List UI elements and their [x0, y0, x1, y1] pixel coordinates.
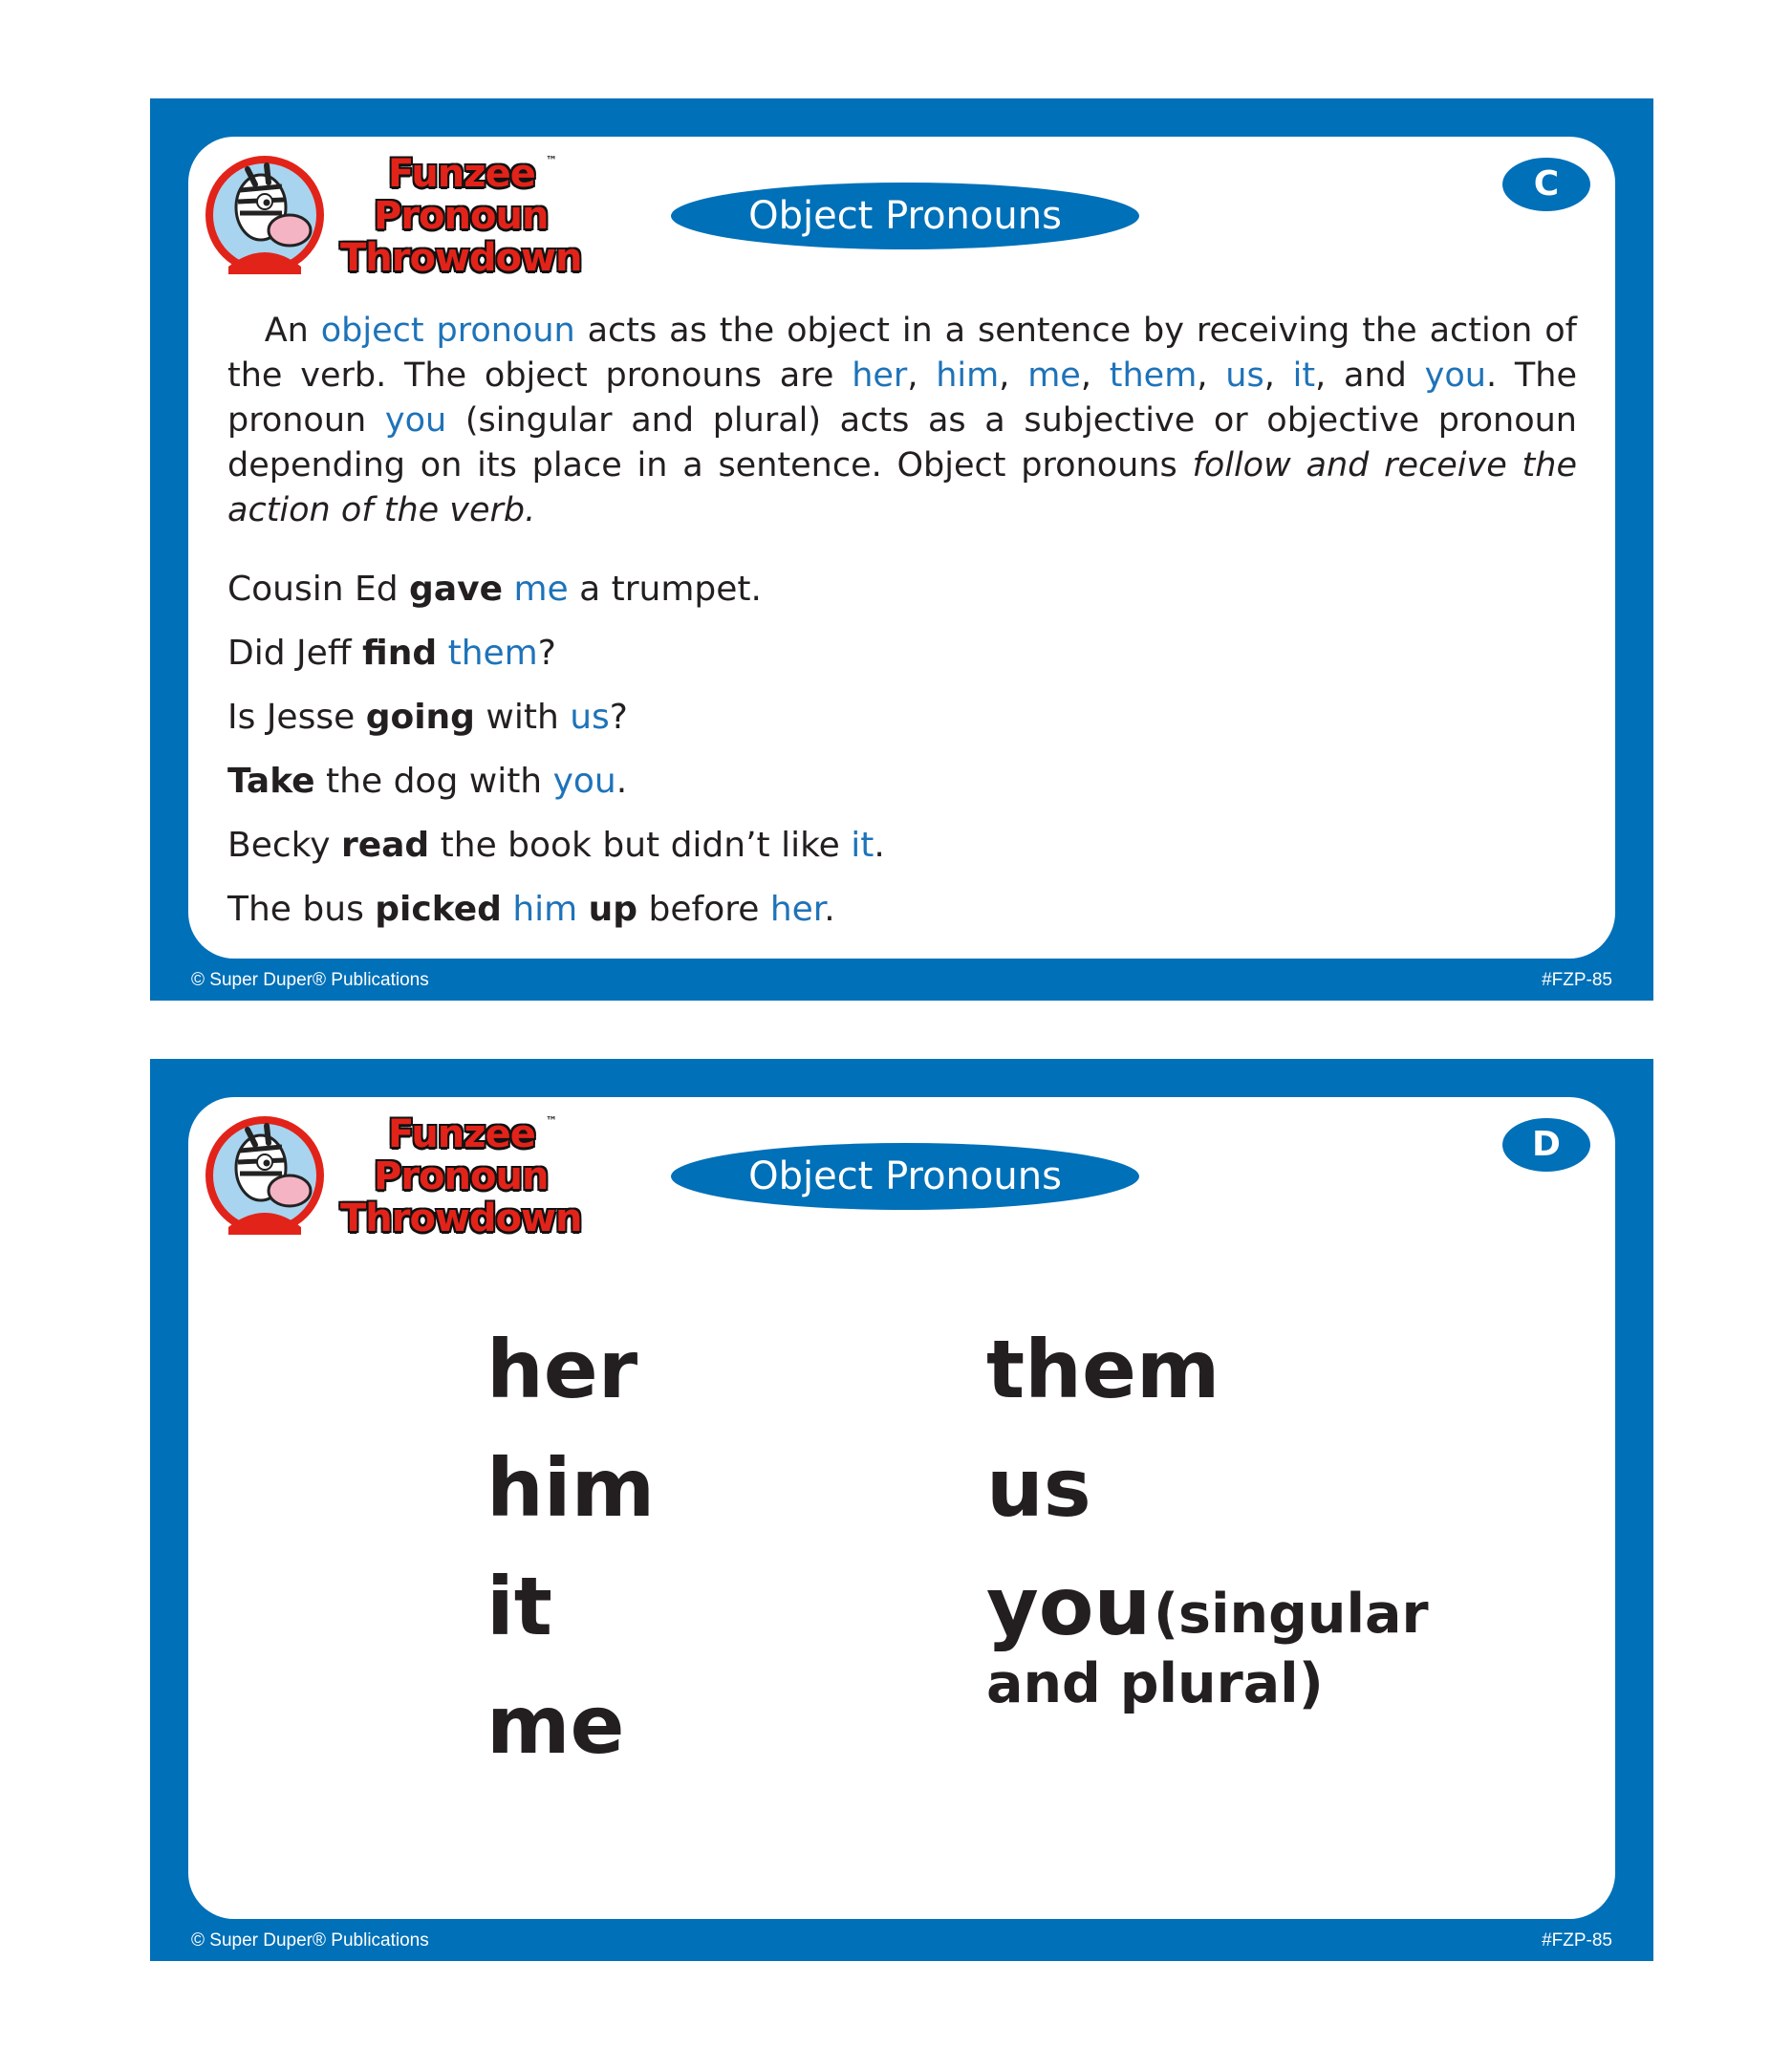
pronoun-highlight: him	[936, 356, 1000, 395]
ex-text: the dog with	[314, 762, 553, 801]
pronoun-highlight: me	[513, 570, 569, 609]
pronoun-word: him	[486, 1441, 656, 1535]
definition-paragraph	[227, 309, 1577, 533]
ex-text: .	[824, 890, 835, 929]
example-sentence	[227, 567, 885, 631]
pronoun-word: me	[486, 1678, 625, 1772]
comma: ,	[1080, 356, 1110, 395]
logo-line-3: Throwdown	[340, 236, 582, 280]
term-highlight: object pronoun	[320, 312, 575, 350]
pronoun-word: her	[486, 1323, 638, 1416]
ex-text	[502, 890, 512, 929]
card-c-body	[188, 137, 1615, 959]
ex-text: The bus	[227, 890, 376, 929]
logo-line-2: Pronoun	[374, 1154, 549, 1198]
pronoun-highlight: you	[552, 762, 616, 801]
example-sentence	[227, 695, 885, 759]
comma: ,	[1197, 356, 1226, 395]
pronoun-highlight: you	[384, 401, 447, 440]
product-code-footer: #FZP-85	[1542, 970, 1612, 990]
comma: ,	[1263, 356, 1293, 395]
conjunction: , and	[1315, 356, 1425, 395]
ex-text: ?	[537, 634, 556, 673]
desc-text: (singular and plural) acts as a subjective or objective pronoun depending on its place in a sentence. Object pronouns	[227, 401, 1577, 485]
pronoun-highlight: you	[1424, 356, 1486, 395]
desc-text: . The pronoun	[227, 356, 1577, 440]
example-sentence	[227, 823, 885, 887]
card-letter-badge: C	[1502, 158, 1590, 211]
ex-text	[577, 890, 588, 929]
verb-bold: find	[362, 634, 438, 673]
pronoun-highlight: her	[769, 890, 825, 929]
ex-text: .	[615, 762, 628, 801]
ex-text: Cousin Ed	[227, 570, 410, 609]
card-letter-badge: D	[1502, 1118, 1590, 1172]
verb-bold: gave	[409, 570, 503, 609]
logo-line-1: Funzee	[388, 1112, 535, 1156]
copyright-footer: © Super Duper® Publications	[191, 1930, 429, 1951]
desc-italic: follow and receive the action of the verb.	[227, 446, 1577, 529]
zebra-mascot-icon	[202, 152, 335, 286]
pronoun-note: (singular	[1154, 1583, 1429, 1646]
pronoun-note: and plural)	[986, 1652, 1324, 1715]
pronoun-highlight: her	[852, 356, 908, 395]
card-title: Object Pronouns	[671, 183, 1139, 249]
comma: ,	[907, 356, 937, 395]
ex-text: ?	[609, 698, 628, 737]
pronoun-word: it	[486, 1560, 552, 1653]
ex-text: the book but didn’t like	[429, 826, 852, 865]
verb-bold: read	[340, 826, 430, 865]
verb-bold: going	[365, 698, 475, 737]
logo-line-3: Throwdown	[340, 1196, 582, 1240]
card-d-body	[188, 1097, 1615, 1919]
card-c	[150, 98, 1653, 1001]
pronoun-highlight: us	[1225, 356, 1264, 395]
example-sentence	[227, 759, 885, 823]
ex-text	[503, 570, 513, 609]
logo-line-1: Funzee	[388, 152, 535, 196]
example-sentences	[227, 567, 885, 951]
pronoun-highlight: it	[851, 826, 874, 865]
example-sentence	[227, 631, 885, 695]
product-code-footer: #FZP-85	[1542, 1930, 1612, 1951]
pronoun-word: you	[986, 1560, 1152, 1653]
ex-text: Is Jesse	[227, 698, 366, 737]
comma: ,	[999, 356, 1028, 395]
ex-text	[437, 634, 447, 673]
funzee-logo	[202, 144, 603, 288]
funzee-logo	[202, 1105, 603, 1248]
pronoun-word: us	[986, 1441, 1091, 1535]
pronoun-highlight: me	[1027, 356, 1081, 395]
desc-text: An	[264, 312, 321, 350]
pronoun-highlight: them	[447, 634, 538, 673]
pronoun-highlight: us	[570, 698, 610, 737]
trademark-mark: ™	[546, 154, 556, 167]
verb-bold: picked	[375, 890, 502, 929]
pronoun-word: them	[986, 1323, 1220, 1416]
logo-wordmark	[340, 152, 617, 286]
ex-text: Becky	[227, 826, 341, 865]
ex-text: Did Jeff	[227, 634, 363, 673]
verb-bold: Take	[227, 762, 315, 801]
logo-wordmark	[340, 1112, 617, 1246]
pronoun-highlight: him	[512, 890, 578, 929]
ex-text: with	[474, 698, 571, 737]
ex-text: .	[874, 826, 885, 865]
card-title: Object Pronouns	[671, 1143, 1139, 1210]
pronoun-highlight: them	[1109, 356, 1198, 395]
zebra-mascot-icon	[202, 1112, 335, 1246]
logo-line-2: Pronoun	[374, 194, 549, 238]
trademark-mark: ™	[546, 1114, 556, 1128]
ex-text: a trumpet.	[568, 570, 762, 609]
verb-bold: up	[588, 890, 638, 929]
card-d	[150, 1059, 1653, 1961]
example-sentence	[227, 887, 885, 951]
desc-text: acts as the object in a sentence by receiving the action of the verb. The object pronouns are	[227, 312, 1577, 395]
copyright-footer: © Super Duper® Publications	[191, 970, 429, 990]
ex-text: before	[637, 890, 770, 929]
pronoun-highlight: it	[1292, 356, 1316, 395]
